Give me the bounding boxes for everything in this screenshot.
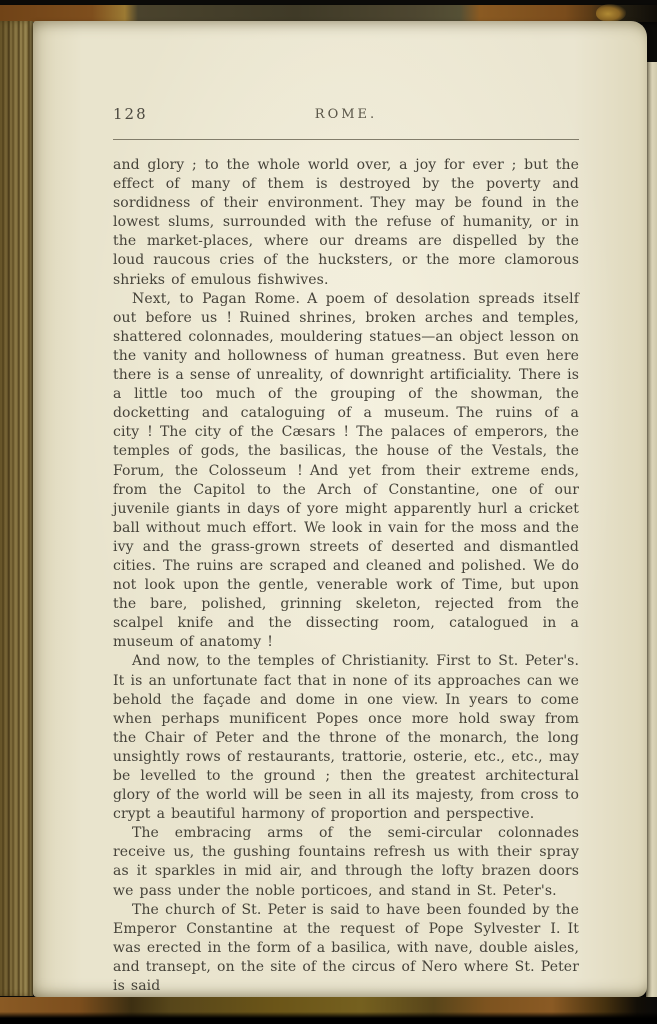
facing-page-edge (646, 62, 657, 998)
page-number: 128 (113, 105, 148, 123)
book-cover-bottom-edge (0, 997, 657, 1024)
worn-cover-tatter (596, 4, 626, 22)
page-header (113, 105, 579, 131)
paragraph: and glory ; to the whole world over, a joy for ever ; but the effect of many of them is destroyed by the poverty and sordidness of their environment. They may be found in the lowest slums, surrounded with the refuse of humanity, or in the market-places, where our dreams are dispelled by the loud raucous cries of the hucksters, or the more clamorous shrieks of emulous fishwives. (113, 157, 579, 288)
body-text (113, 156, 579, 996)
running-title: ROME. (314, 107, 378, 122)
book-cover-top-edge (0, 5, 657, 22)
page-stack-edges (0, 21, 33, 996)
paragraph: And now, to the temples of Christianity. First to St. Peter's. It is an unfortunate fact that in none of its approaches can we behold the façade and dome in one view. In years to come when perhaps munificent Popes once more hold sway from the Chair of Peter and the throne of the monarch, the long unsightly rows of restaurants, trattorie, osterie, etc., etc., may be levelled to the ground ; then the greatest architectural glory of the world will be seen in all its majesty, from cross to crypt a beautiful harmony of proportion and perspective. (113, 653, 579, 823)
header-rule (113, 139, 579, 140)
paragraph: Next, to Pagan Rome. A poem of desolation spreads itself out before us ! Ruined shrines, broken arches and temples, shattered colonnades, mouldering statues—an object lesson on the vanity and hollowness of human greatness. But even here there is a sense of unreality, of downright artificiality. There is a little too much of the grouping of the showman, the docketting and cataloguing of a museum. The ruins of a city ! The city of the Cæsars ! The palaces of emperors, the temples of gods, the basilicas, the house of the Vestals, the Forum, the Colosseum ! And yet from their extreme ends, from the Capitol to the Arch of Constantine, one of our juvenile giants in days of yore might apparently hurl a cricket ball without much effort. We look in vain for the moss and the ivy and the grass-grown streets of deserted and dismantled cities. The ruins are scraped and cleaned and polished. We do not look upon the gentle, venerable work of Time, but upon the bare, polished, grinning skeleton, rejected from the scalpel knife and the dissecting room, catalogued in a museum of anatomy ! (113, 290, 579, 651)
paragraph: The church of St. Peter is said to have been founded by the Emperor Constantine at the request of Pope Sylvester I. It was erected in the form of a basilica, with nave, double aisles, and transept, on the site of the circus of Nero where St. Peter is said (113, 901, 579, 995)
scanned-book-page (33, 21, 647, 997)
paragraph: The embracing arms of the semi-circular colonnades receive us, the gushing fountains refresh us with their spray as it sparkles in mid air, and through the lofty brazen doors we pass under the noble porticoes, and stand in St. Peter's. (113, 825, 579, 899)
